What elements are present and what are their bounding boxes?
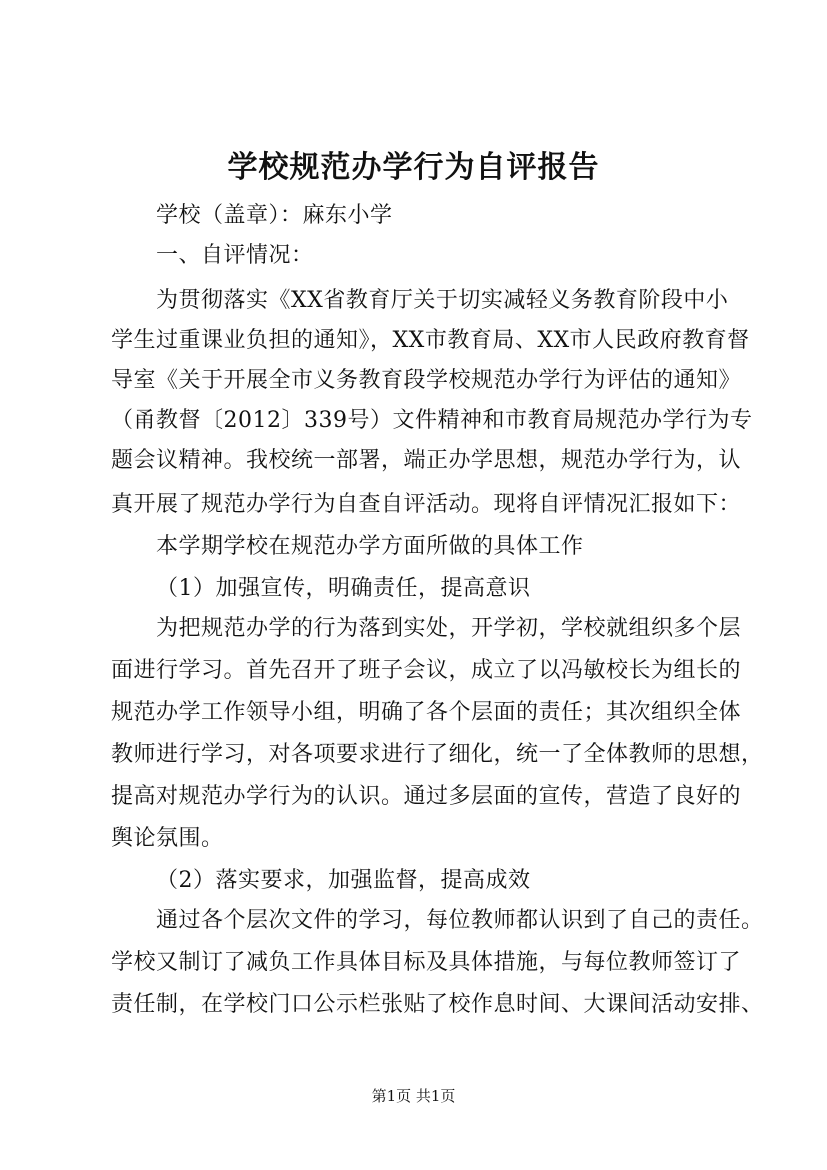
paragraph-line: 为把规范办学的行为落到实处，开学初，学校就组织多个层: [156, 616, 742, 641]
paragraph-line: 教师进行学习，对各项要求进行了细化，统一了全体教师的思想，: [111, 742, 764, 767]
paragraph-line: 学生过重课业负担的通知》，XX市教育局、XX市人民政府教育督: [111, 328, 750, 353]
subheading-line: 本学期学校在规范办学方面所做的具体工作: [156, 534, 584, 559]
paragraph-line: 面进行学习。首先召开了班子会议，成立了以冯敏校长为组长的: [111, 658, 742, 683]
paragraph-line: 题会议精神。我校统一部署，端正办学思想，规范办学行为，认: [111, 448, 742, 473]
section-heading: 一、自评情况：: [156, 243, 314, 268]
subsection-heading: （2）落实要求，加强监督，提高成效: [156, 868, 531, 893]
paragraph-line: 提高对规范办学行为的认识。通过多层面的宣传，营造了良好的: [111, 784, 742, 809]
document-title: 学校规范办学行为自评报告: [227, 150, 600, 185]
paragraph-line: 学校又制订了减负工作具体目标及具体措施，与每位教师签订了: [111, 950, 742, 975]
paragraph-line: 舆论氛围。: [111, 826, 224, 851]
paragraph-line: 导室《关于开展全市义务教育段学校规范办学行为评估的通知》: [111, 368, 742, 393]
paragraph-line: 责任制，在学校门口公示栏张贴了校作息时间、大课间活动安排、: [111, 992, 764, 1017]
school-stamp-line: 学校（盖章）：麻东小学: [156, 203, 393, 228]
subsection-heading: （1）加强宣传，明确责任，提高意识: [156, 576, 531, 601]
page-footer: 第1页 共1页: [371, 1087, 456, 1105]
paragraph-line: 为贯彻落实《XX省教育厅关于切实减轻义务教育阶段中小: [156, 288, 729, 313]
paragraph-line: （甬教督〔2012〕339号）文件精神和市教育局规范办学行为专: [111, 408, 753, 433]
paragraph-line: 通过各个层次文件的学习，每位教师都认识到了自己的责任。: [156, 908, 764, 933]
paragraph-line: 规范办学工作领导小组，明确了各个层面的责任；其次组织全体: [111, 700, 742, 725]
paragraph-line: 真开展了规范办学行为自查自评活动。现将自评情况汇报如下：: [111, 492, 742, 517]
